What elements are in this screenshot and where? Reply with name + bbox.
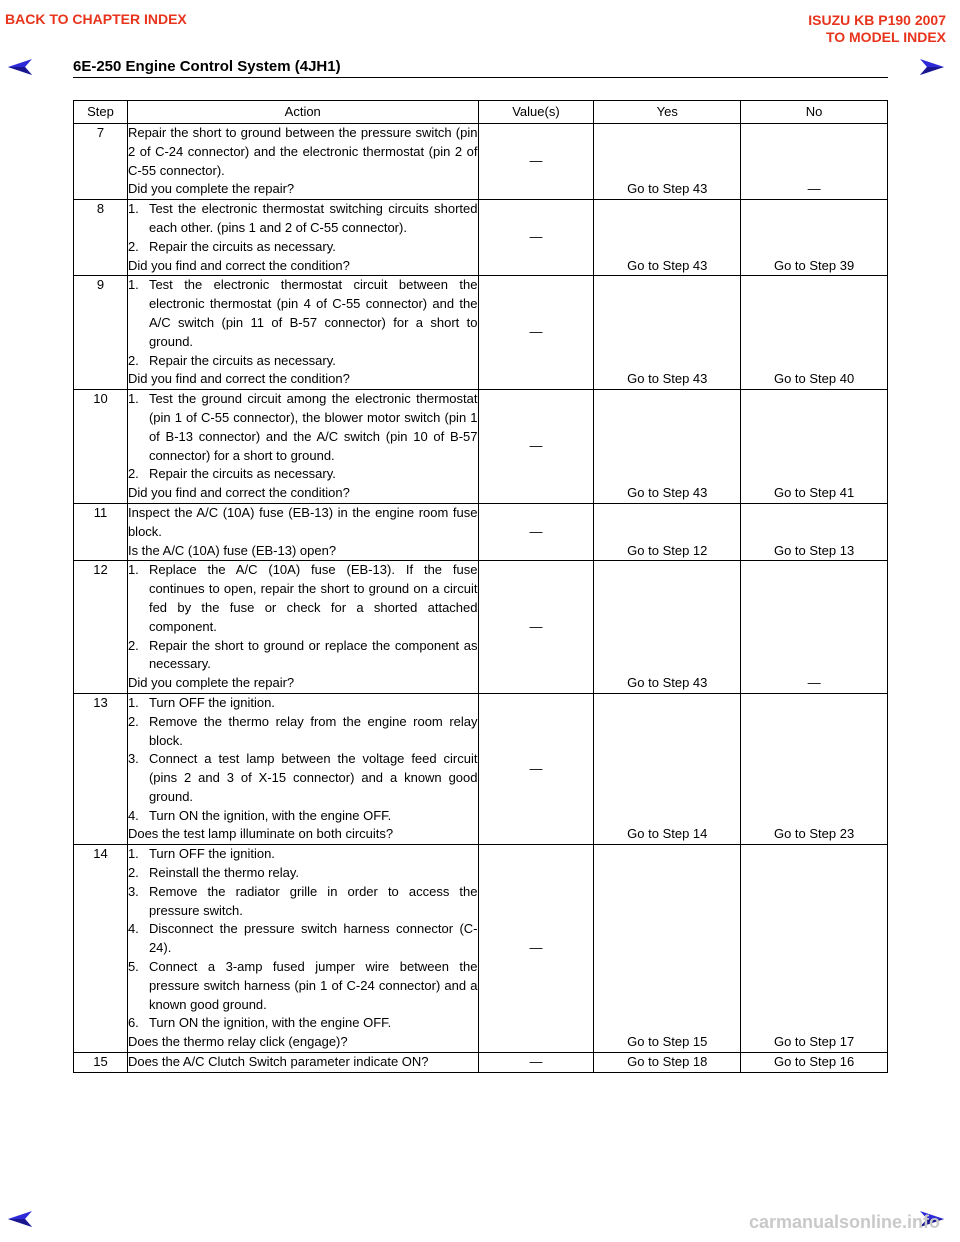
step-no-result: — [741, 124, 888, 200]
action-question: Does the test lamp illuminate on both circuits? [127, 826, 394, 842]
step-number: 12 [74, 561, 128, 694]
step-number: 14 [74, 845, 128, 1053]
action-list [128, 200, 478, 256]
table-header-row [74, 101, 888, 124]
list-item: 1. Test the electronic thermostat switching circuits shorted each other. (pins 1 and 2 of C-55 connector). [127, 201, 478, 235]
table-row [74, 1053, 888, 1073]
list-item: 4. Turn ON the ignition, with the engine OFF. [127, 807, 392, 823]
list-item: 2. Repair the circuits as necessary. [127, 466, 336, 482]
step-no-result: Go to Step 23 [741, 693, 888, 844]
step-action [127, 124, 478, 200]
action-question: Did you find and correct the condition? [127, 371, 350, 387]
step-no-result: Go to Step 41 [741, 390, 888, 504]
step-number: 13 [74, 693, 128, 844]
list-item: 1. Turn OFF the ignition. [127, 846, 275, 862]
page-title: 6E-250 Engine Control System (4JH1) [73, 58, 341, 75]
step-value: — [478, 390, 594, 504]
column-header-step: Step [74, 101, 128, 124]
list-item: 2. Remove the thermo relay from the engine room relay block. [127, 713, 478, 748]
action-question: Did you complete the repair? [127, 181, 295, 197]
step-yes-result: Go to Step 43 [594, 390, 741, 504]
header-divider [73, 77, 888, 78]
list-item: 3. Connect a test lamp between the voltage feed circuit (pins 2 and 3 of X-15 connector) and a known good ground. [127, 751, 478, 804]
step-number: 7 [74, 124, 128, 200]
step-no-result: — [741, 561, 888, 694]
step-action [127, 845, 478, 1053]
list-item: 2. Repair the circuits as necessary. [127, 238, 336, 254]
list-item: 5. Connect a 3-amp fused jumper wire between the pressure switch harness (pin 1 of C-24 connector) and a known good ground. [127, 959, 478, 1012]
step-no-result: Go to Step 40 [741, 276, 888, 390]
table-row [74, 693, 888, 844]
column-header-no: No [741, 101, 888, 124]
arrow-left-icon[interactable] [6, 1210, 34, 1228]
watermark: carmanualsonline.info [748, 1212, 940, 1232]
table-row [74, 276, 888, 390]
arrow-left-icon[interactable] [6, 58, 34, 76]
list-item: 2. Repair the circuits as necessary. [127, 352, 336, 368]
back-to-chapter-index-link[interactable]: BACK TO CHAPTER INDEX [5, 11, 187, 27]
table-row [74, 390, 888, 504]
step-action [127, 200, 478, 276]
action-intro: Repair the short to ground between the pressure switch (pin 2 of C-24 connector) and the electronic thermostat (pin 2 of C-55 connector). [127, 125, 478, 178]
step-number: 15 [74, 1053, 128, 1073]
action-list [128, 845, 478, 1033]
column-header-action: Action [127, 101, 478, 124]
list-item: 1. Test the electronic thermostat circuit between the electronic thermostat (pin 4 of C-55 connector) and the A/C switch (pin 11 of B-57 connector) for a short to ground. [127, 277, 478, 349]
step-value: — [478, 200, 594, 276]
action-list [128, 694, 478, 826]
step-no-result: Go to Step 13 [741, 503, 888, 560]
list-item: 4. Disconnect the pressure switch harness connector (C-24). [127, 921, 478, 956]
step-number: 11 [74, 503, 128, 560]
table-row [74, 124, 888, 200]
step-no-result: Go to Step 39 [741, 200, 888, 276]
list-item: 1. Turn OFF the ignition. [127, 694, 275, 710]
step-yes-result: Go to Step 18 [594, 1053, 741, 1073]
step-action [127, 693, 478, 844]
step-number: 8 [74, 200, 128, 276]
action-list [128, 561, 478, 674]
step-no-result: Go to Step 16 [741, 1053, 888, 1073]
step-yes-result: Go to Step 43 [594, 561, 741, 694]
table-row [74, 200, 888, 276]
step-number: 9 [74, 276, 128, 390]
list-item: 2. Reinstall the thermo relay. [127, 865, 299, 881]
step-value: — [478, 124, 594, 200]
step-value: — [478, 503, 594, 560]
step-value: — [478, 845, 594, 1053]
action-question: Did you complete the repair? [127, 675, 295, 691]
model-index-link[interactable]: TO MODEL INDEX [825, 29, 946, 45]
model-title-link[interactable]: ISUZU KB P190 2007 [808, 12, 946, 28]
step-action [127, 390, 478, 504]
list-item: 6. Turn ON the ignition, with the engine OFF. [127, 1015, 392, 1031]
step-action [127, 503, 478, 560]
column-header-yes: Yes [594, 101, 741, 124]
column-header-value: Value(s) [478, 101, 594, 124]
table-row [74, 845, 888, 1053]
step-yes-result: Go to Step 43 [594, 124, 741, 200]
list-item: 1. Replace the A/C (10A) fuse (EB-13). If the fuse continues to open, repair the short to ground on a circuit fed by the fuse or check for a shorted attached component. [127, 562, 478, 634]
action-list [128, 390, 478, 484]
arrow-right-icon[interactable] [918, 58, 946, 76]
step-action [127, 1053, 478, 1073]
action-question: Does the A/C Clutch Switch parameter indicate ON? [127, 1054, 429, 1070]
step-yes-result: Go to Step 43 [594, 276, 741, 390]
step-value: — [478, 561, 594, 694]
action-question: Does the thermo relay click (engage)? [127, 1034, 348, 1050]
step-yes-result: Go to Step 43 [594, 200, 741, 276]
step-action [127, 561, 478, 694]
diagnostic-steps-table [73, 100, 888, 1073]
step-value: — [478, 276, 594, 390]
step-value: — [478, 1053, 594, 1073]
action-question: Did you find and correct the condition? [127, 485, 350, 501]
list-item: 1. Test the ground circuit among the electronic thermostat (pin 1 of C-55 connector), the blower motor switch (pin 1 of B-13 connector) and the A/C switch (pin 10 of B-57 connector) for a short to ground. [127, 391, 478, 463]
action-intro: Inspect the A/C (10A) fuse (EB-13) in the engine room fuse block. [127, 504, 478, 539]
step-value: — [478, 693, 594, 844]
step-action [127, 276, 478, 390]
action-question: Is the A/C (10A) fuse (EB-13) open? [127, 542, 337, 558]
step-no-result: Go to Step 17 [741, 845, 888, 1053]
table-row [74, 561, 888, 694]
step-number: 10 [74, 390, 128, 504]
list-item: 2. Repair the short to ground or replace the component as necessary. [127, 637, 478, 672]
step-yes-result: Go to Step 14 [594, 693, 741, 844]
table-row [74, 503, 888, 560]
step-yes-result: Go to Step 12 [594, 503, 741, 560]
step-yes-result: Go to Step 15 [594, 845, 741, 1053]
action-list [128, 276, 478, 370]
list-item: 3. Remove the radiator grille in order to access the pressure switch. [127, 883, 478, 918]
action-question: Did you find and correct the condition? [127, 257, 350, 273]
